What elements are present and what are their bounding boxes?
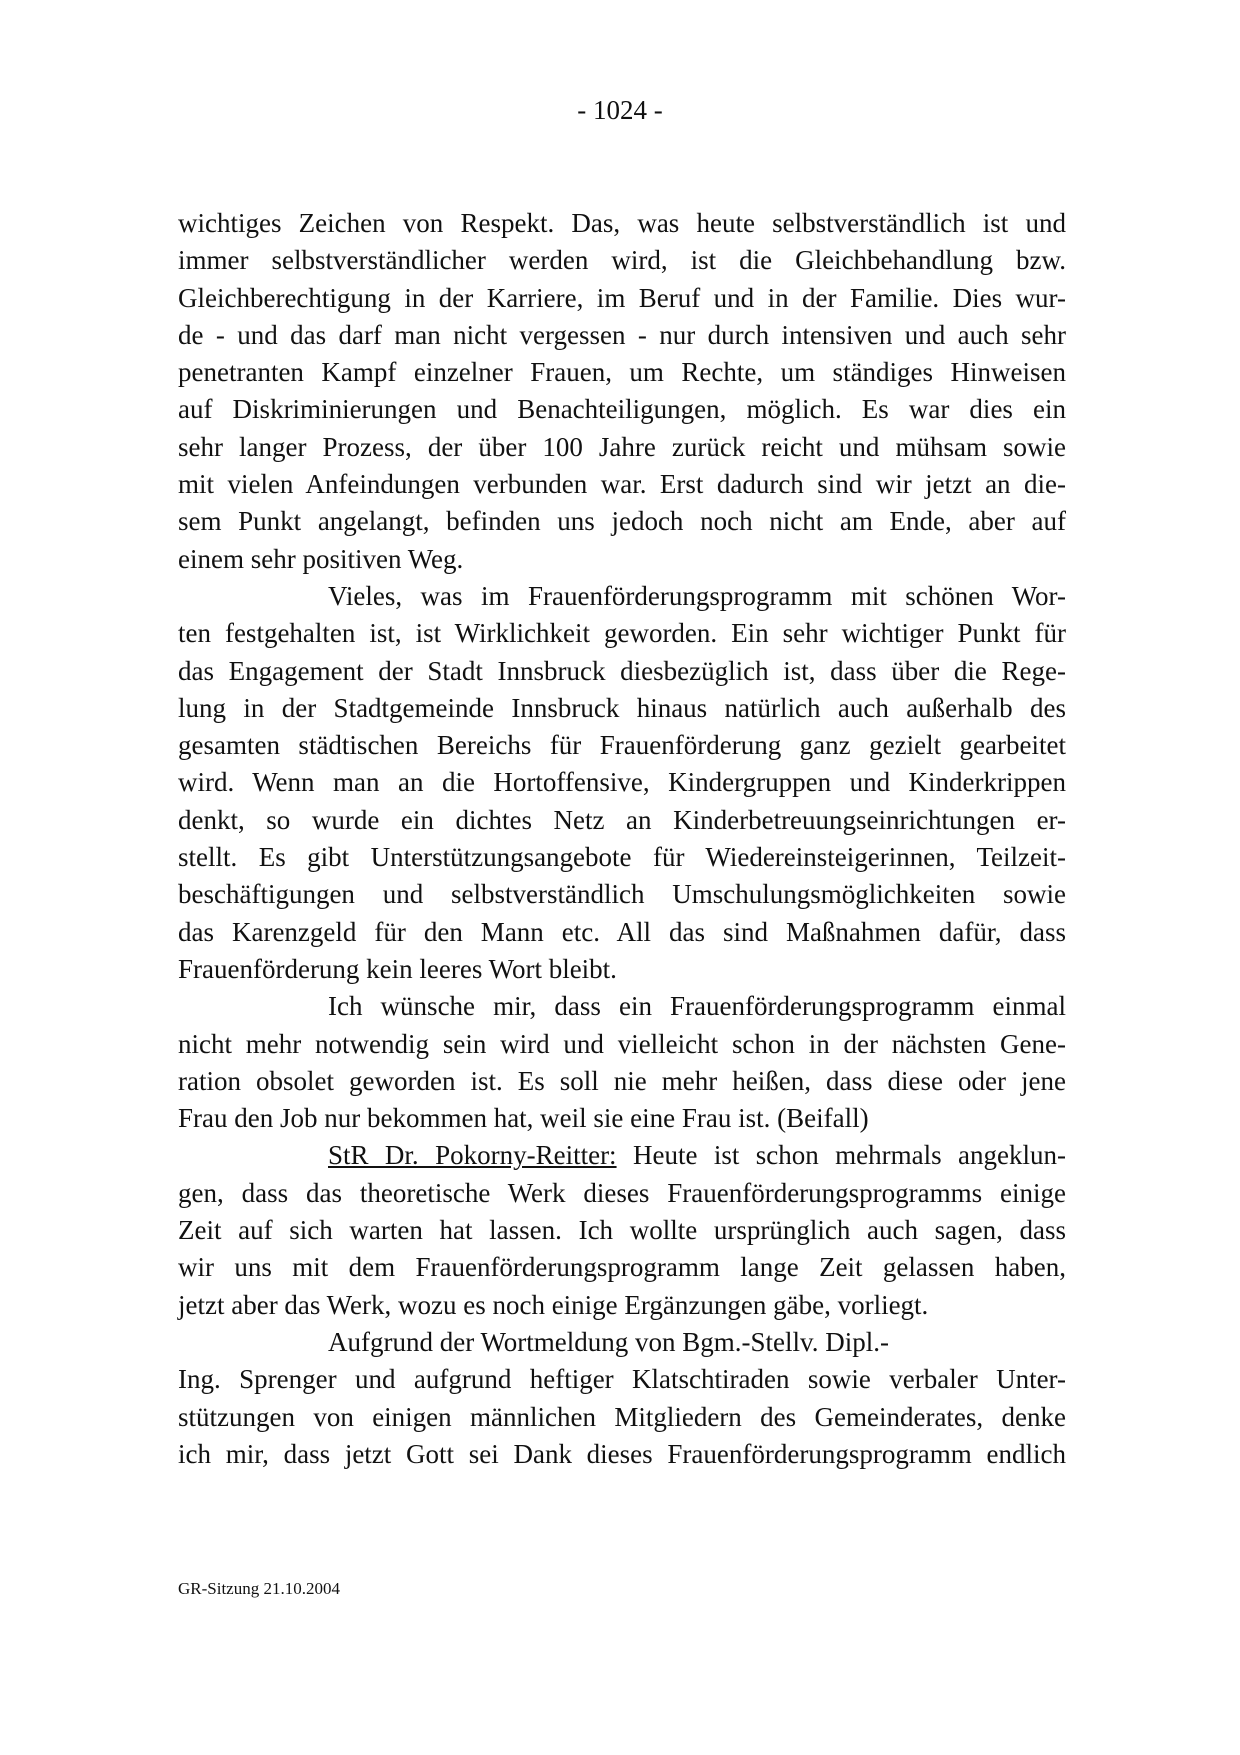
text-line: ration obsolet geworden ist. Es soll nie mehr heißen, dass diese oder jene [178,1065,1066,1096]
text-line: nicht mehr notwendig sein wird und vielleicht schon in der nächsten Gene- [178,1028,1066,1059]
page-number: - 1024 - [577,95,663,125]
text-line: das Karenzgeld für den Mann etc. All das sind Maßnahmen dafür, dass [178,916,1066,947]
paragraph [178,578,1066,988]
text-line: Zeit auf sich warten hat lassen. Ich wollte ursprünglich auch sagen, dass [178,1215,1066,1246]
text-line: Ing. Sprenger und aufgrund heftiger Klatschtiraden sowie verbaler Unter- [178,1364,1066,1395]
text-line: wir uns mit dem Frauenförderungsprogramm lange Zeit gelassen haben, [178,1252,1066,1283]
text-line: Frau den Job nur bekommen hat, weil sie eine Frau ist. (Beifall) [178,1103,869,1134]
text-line: gesamten städtischen Bereichs für Frauenförderung ganz gezielt gearbeitet [178,730,1066,761]
text-line: sehr langer Prozess, der über 100 Jahre zurück reicht und mühsam sowie [178,431,1066,462]
text-line: einem sehr positiven Weg. [178,543,464,574]
speaker-name: StR Dr. Pokorny-Reitter: [328,1140,617,1171]
text-line: denkt, so wurde ein dichtes Netz an Kinderbetreuungseinrichtungen er- [178,804,1066,835]
text-line: das Engagement der Stadt Innsbruck diesbezüglich ist, dass über die Rege- [178,655,1066,686]
text-line: mit vielen Anfeindungen verbunden war. Erst dadurch sind wir jetzt an die- [178,469,1066,500]
paragraph [178,205,1066,578]
text-line: Gleichberechtigung in der Karriere, im Beruf und in der Familie. Dies wur- [178,282,1066,313]
text-line: ich mir, dass jetzt Gott sei Dank dieses Frauenförderungsprogramm endlich [178,1438,1066,1469]
text-line: auf Diskriminierungen und Benachteiligungen, möglich. Es war dies ein [178,394,1066,425]
paragraph [178,1324,1066,1473]
text-line: stellt. Es gibt Unterstützungsangebote für Wiedereinsteigerinnen, Teilzeit- [178,842,1066,873]
document-body [178,205,1066,1473]
paragraph [178,1137,1066,1323]
text-line: Vieles, was im Frauenförderungsprogramm mit schönen Wor- [328,580,1066,611]
text-line: Frauenförderung kein leeres Wort bleibt. [178,953,617,984]
text-line: Ich wünsche mir, dass ein Frauenförderungsprogramm einmal [328,991,1066,1022]
text-line: immer selbstverständlicher werden wird, ist die Gleichbehandlung bzw. [178,245,1066,276]
speaker-line-text: Heute ist schon mehrmals angeklun- [616,1140,1066,1171]
text-line: wird. Wenn man an die Hortoffensive, Kindergruppen und Kinderkrippen [178,767,1066,798]
text-line: stützungen von einigen männlichen Mitgliedern des Gemeinderates, denke [178,1401,1066,1432]
speaker-line [178,1137,1066,1174]
text-line: Aufgrund der Wortmeldung von Bgm.-Stellv. Dipl.- [328,1326,890,1357]
text-line: wichtiges Zeichen von Respekt. Das, was heute selbstverständlich ist und [178,208,1066,238]
text-line: de - und das darf man nicht vergessen - nur durch intensiven und auch sehr [178,319,1066,350]
text-line: ten festgehalten ist, ist Wirklichkeit geworden. Ein sehr wichtiger Punkt für [178,618,1066,649]
text-line: sem Punkt angelangt, befinden uns jedoch noch nicht am Ende, aber auf [178,506,1066,537]
text-line: penetranten Kampf einzelner Frauen, um Rechte, um ständiges Hinweisen [178,357,1066,388]
text-line: lung in der Stadtgemeinde Innsbruck hinaus natürlich auch außerhalb des [178,692,1066,723]
text-line: beschäftigungen und selbstverständlich Umschulungsmöglichkeiten sowie [178,879,1066,910]
paragraph [178,988,1066,1137]
text-line: gen, dass das theoretische Werk dieses Frauenförderungsprogramms einige [178,1177,1066,1208]
footer-session-date: GR-Sitzung 21.10.2004 [178,1579,340,1598]
text-line: jetzt aber das Werk, wozu es noch einige Ergänzungen gäbe, vorliegt. [178,1289,929,1320]
